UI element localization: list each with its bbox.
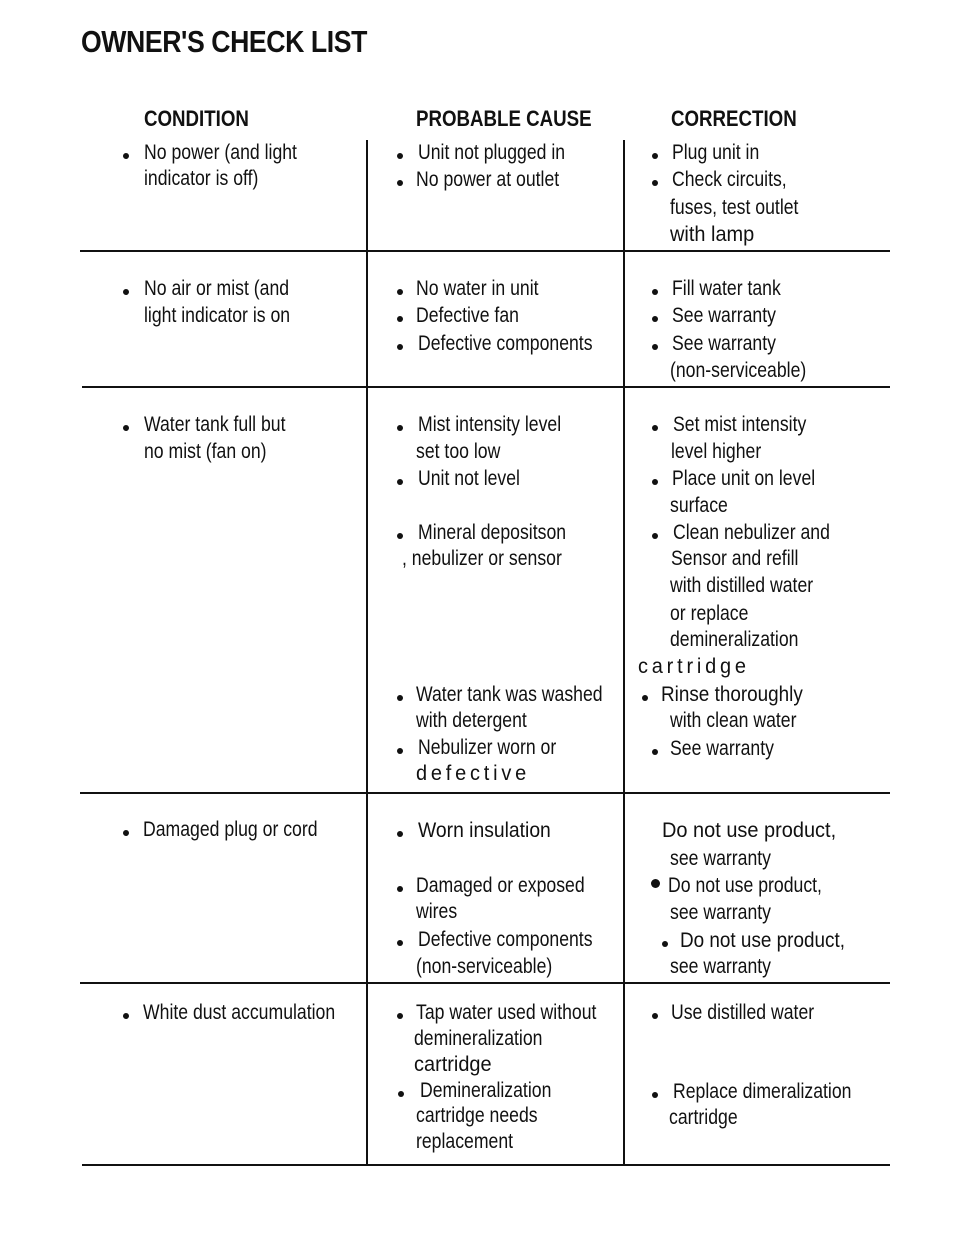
cause-text: defective (416, 762, 531, 785)
cause-text: replacement (416, 1130, 514, 1153)
correction-text: See warranty (672, 332, 776, 355)
correction-text: Do not use product, (680, 929, 845, 952)
bullet (397, 344, 403, 350)
correction-text: Do not use product, (662, 819, 837, 842)
bullet (652, 1092, 658, 1098)
condition-text: Water tank full but (144, 413, 286, 436)
cause-text: Unit not level (418, 467, 520, 490)
cause-text: with detergent (416, 709, 527, 732)
cause-text: Defective fan (416, 304, 519, 327)
correction-text: Set mist intensity (673, 413, 807, 436)
correction-text: see warranty (670, 847, 771, 870)
cause-text: No water in unit (416, 277, 539, 300)
cause-text: (non-serviceable) (416, 955, 553, 978)
condition-text: no mist (fan on) (144, 440, 267, 463)
correction-text: surface (670, 494, 728, 517)
header-correction: CORRECTION (671, 106, 797, 131)
correction-text: see warranty (670, 955, 771, 978)
correction-text: Plug unit in (672, 141, 760, 164)
row-divider-4 (80, 982, 890, 984)
condition-text: Damaged plug or cord (143, 818, 318, 841)
page-title: OWNER'S CHECK LIST (81, 24, 367, 59)
correction-text: Do not use product, (668, 874, 822, 897)
bullet (397, 748, 403, 754)
correction-text: (non-serviceable) (670, 359, 807, 382)
correction-text: see warranty (670, 901, 771, 924)
bullet (651, 879, 660, 888)
correction-text: Clean nebulizer and (673, 521, 830, 544)
correction-text: cartridge (669, 1106, 738, 1129)
bullet (123, 153, 129, 159)
bullet (652, 289, 658, 295)
bullet (642, 695, 648, 701)
bullet (397, 886, 403, 892)
correction-text: See warranty (670, 737, 774, 760)
correction-text: Sensor and refill (671, 547, 799, 570)
condition-text: No air or mist (and (144, 277, 290, 300)
correction-text: demineralization (670, 628, 799, 651)
cause-text: Defective components (418, 928, 593, 951)
correction-text: Check circuits, (672, 168, 787, 191)
correction-text: cartridge (638, 655, 750, 678)
column-divider-2 (623, 140, 625, 1166)
bullet (652, 180, 658, 186)
bullet (397, 153, 403, 159)
header-probable-cause: PROBABLE CAUSE (416, 106, 592, 131)
cause-text: Mineral depositson (418, 521, 567, 544)
correction-text: or replace (670, 602, 749, 625)
cause-text: Worn insulation (418, 819, 551, 842)
cause-text: Nebulizer worn or (418, 736, 557, 759)
cause-text: set too low (416, 440, 501, 463)
correction-text: fuses, test outlet (670, 196, 799, 219)
bullet (397, 831, 403, 837)
condition-text: White dust accumulation (143, 1001, 336, 1024)
bullet (123, 830, 129, 836)
row-divider-1 (80, 250, 890, 252)
condition-text: No power (and light (144, 141, 297, 164)
cause-text: cartridge (414, 1053, 492, 1076)
bullet (397, 316, 403, 322)
bullet (397, 1013, 403, 1019)
bullet (397, 180, 403, 186)
bullet (652, 153, 658, 159)
bullet (397, 479, 403, 485)
cause-text: Damaged or exposed (416, 874, 585, 897)
cause-text: No power at outlet (416, 168, 560, 191)
bullet (398, 1091, 404, 1097)
bullet (397, 425, 403, 431)
column-divider-1 (366, 140, 368, 1166)
bullet (652, 316, 658, 322)
correction-text: See warranty (672, 304, 776, 327)
bullet (123, 425, 129, 431)
correction-text: Fill water tank (672, 277, 781, 300)
cause-text: Tap water used without (416, 1001, 597, 1024)
bullet (397, 695, 403, 701)
cause-text: demineralization (414, 1027, 543, 1050)
bullet (652, 749, 658, 755)
correction-text: Place unit on level (672, 467, 816, 490)
correction-text: with lamp (670, 223, 755, 246)
correction-text: Rinse thoroughly (661, 683, 803, 706)
correction-text: with distilled water (670, 574, 814, 597)
cause-text: Demineralization (420, 1079, 552, 1102)
bullet (652, 533, 658, 539)
condition-text: indicator is off) (144, 167, 259, 190)
bullet (397, 533, 403, 539)
correction-text: Replace dimeralization (673, 1080, 852, 1103)
cause-text: Defective components (418, 332, 593, 355)
bullet (123, 1013, 129, 1019)
row-divider-3 (80, 792, 890, 794)
bullet (397, 289, 403, 295)
correction-text: Use distilled water (671, 1001, 815, 1024)
condition-text: light indicator is on (144, 304, 291, 327)
correction-text: with clean water (670, 709, 797, 732)
cause-text: Mist intensity level (418, 413, 562, 436)
correction-text: level higher (671, 440, 762, 463)
cause-text: Unit not plugged in (418, 141, 566, 164)
bullet (652, 479, 658, 485)
bullet (397, 940, 403, 946)
bullet (652, 425, 658, 431)
cause-text: wires (416, 900, 458, 923)
row-divider-2 (82, 386, 890, 388)
cause-text: , nebulizer or sensor (402, 547, 562, 570)
cause-text: cartridge needs (416, 1104, 538, 1127)
bullet (662, 941, 668, 947)
table-bottom-rule (82, 1164, 890, 1166)
cause-text: Water tank was washed (416, 683, 603, 706)
bullet (652, 344, 658, 350)
header-condition: CONDITION (144, 106, 249, 131)
bullet (652, 1013, 658, 1019)
bullet (123, 289, 129, 295)
